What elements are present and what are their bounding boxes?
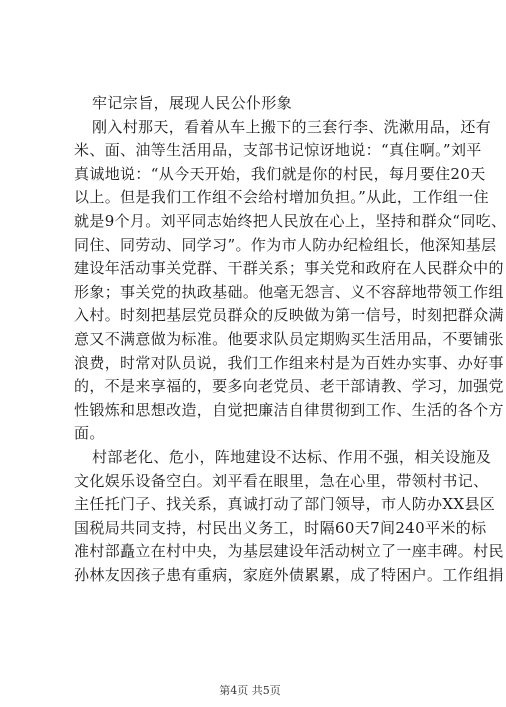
- text-line: 村部老化、危小，阵地建设不达标、作用不强，相关设施及: [92, 447, 492, 466]
- text-line: 面。: [74, 424, 105, 443]
- text-line: 文化娱乐设备空白。刘平看在眼里，急在心里，带领村书记、: [74, 471, 489, 490]
- text-line: 形象；事关党的执政基础。他毫无怨言、义不容辞地带领工作组: [74, 282, 504, 301]
- paragraph-2: [74, 446, 504, 588]
- text-line: 入村。时刻把基层党员群众的反映做为第一信号，时刻把群众满: [74, 306, 504, 325]
- text-line: 国税局共同支持，村民出义务工，时隔60天7间240平米的标: [74, 518, 487, 537]
- text-line: 建设年活动事关党群、干群关系；事关党和政府在人民群众中的: [74, 259, 504, 278]
- text-line: 性锻炼和思想改造，自觉把廉洁自律贯彻到工作、生活的各个方: [74, 400, 504, 419]
- text-line: 同住、同劳动、同学习”。作为市人防办纪检组长，他深知基层: [74, 235, 497, 254]
- section-heading: 牢记宗旨，展现人民公仆形象: [92, 94, 293, 112]
- text-line: 的，不是来享福的，要多向老党员、老干部请教、学习，加强党: [74, 377, 504, 396]
- text-line: 孙林友因孩子患有重病，家庭外债累累，成了特困户。工作组捐: [74, 565, 504, 584]
- page-number: 第4页 共5页: [219, 684, 281, 697]
- text-line: 以上。但是我们工作组不会给村增加负担。”从此，工作组一住: [74, 188, 489, 207]
- text-line: 米、面、油等生活用品，支部书记惊讶地说：“真住啊。”刘平: [74, 141, 482, 160]
- paragraph-1: [74, 116, 506, 446]
- text-line: 就是9个月。刘平同志始终把人民放在心上，坚持和群众“同吃、: [74, 211, 506, 230]
- text-line: 主任托门子、找关系，真诚打动了部门领导，市人防办XX县区: [74, 495, 496, 514]
- text-line: 准村部矗立在村中央，为基层建设年活动树立了一座丰碑。村民: [74, 542, 504, 561]
- text-line: 浪费，时常对队员说，我们工作组来村是为百姓办实事、办好事: [74, 353, 504, 372]
- text-line: 刚入村那天，看着从车上搬下的三套行李、洗漱用品，还有: [92, 117, 492, 136]
- text-line: 真诚地说：“从今天开始，我们就是你的村民，每月要住20天: [74, 164, 486, 183]
- text-line: 意又不满意做为标准。他要求队员定期购买生活用品，不要铺张: [74, 329, 504, 348]
- document-body: [74, 92, 506, 587]
